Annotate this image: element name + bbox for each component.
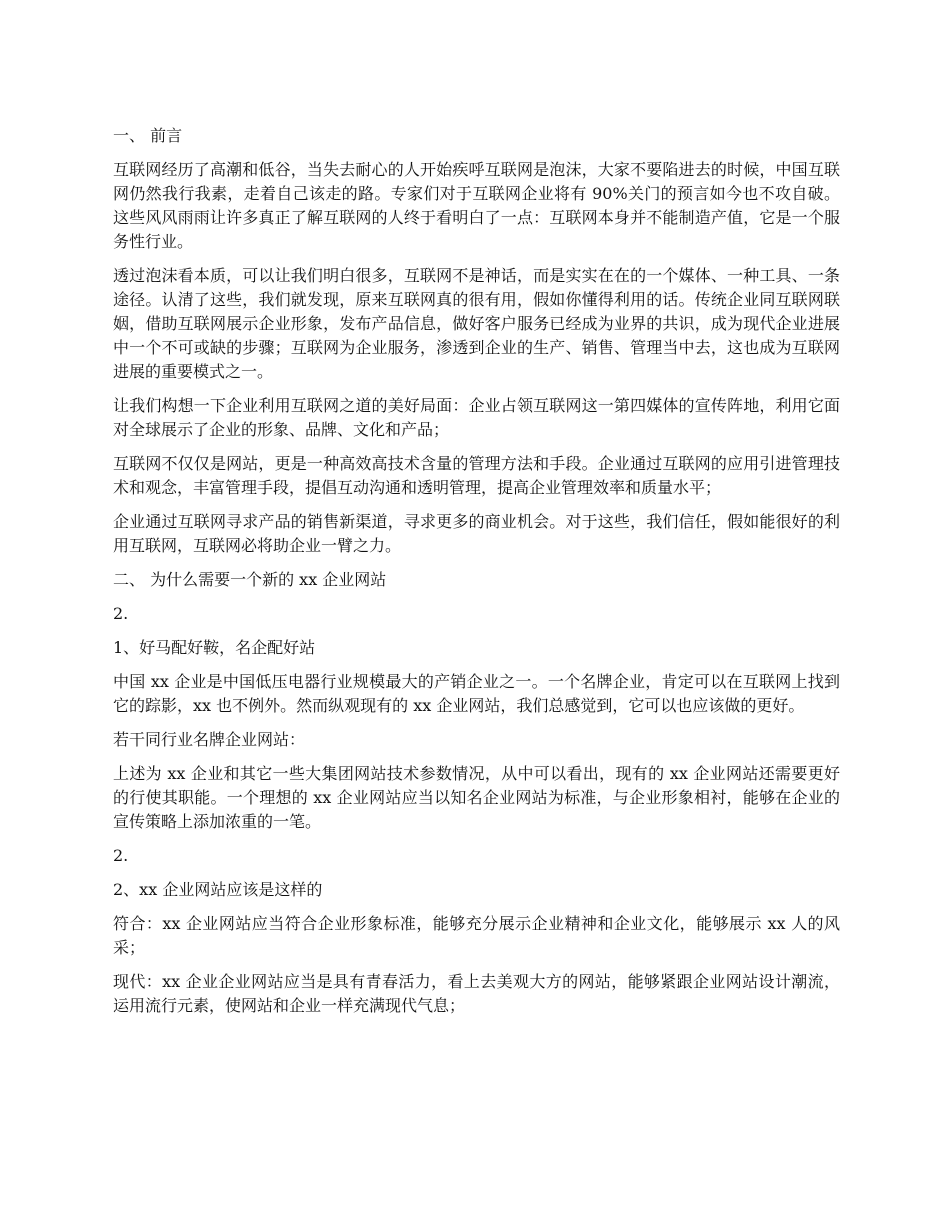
body-paragraph: 透过泡沫看本质，可以让我们明白很多，互联网不是神话，而是实实在在的一个媒体、一种工具、一条途径。认清了这些，我们就发现，原来互联网真的很有用，假如你懂得利用的话。传统企业同互联网联姻，借助互联网展示企业形象，发布产品信息，做好客户服务已经成为业界的共识，成为现代企业进展中一个不可或缺的步骤；互联网为企业服务，渗透到企业的生产、销售、管理当中去，这也成为互联网进展的重要模式之一。: [113, 266, 840, 381]
section-number: 2.: [113, 846, 129, 865]
body-paragraph: 互联网经历了高潮和低谷，当失去耐心的人开始疾呼互联网是泡沫，大家不要陷进去的时候，中国互联网仍然我行我素，走着自己该走的路。专家们对于互联网企业将有 90%关门的预言如今也不攻自破。这些风风雨雨让许多真正了解互联网的人终于看明白了一点：互联网本身并不能制造产值，它是一个服务性行业。: [113, 160, 840, 251]
subsection-heading: 1、好马配好鞍，名企配好站: [113, 638, 316, 657]
section-heading-preface: 一、 前言: [113, 126, 183, 145]
document-page: [113, 124, 840, 1028]
section-number: 2.: [113, 604, 129, 623]
body-paragraph: 企业通过互联网寻求产品的销售新渠道，寻求更多的商业机会。对于这些，我们信任，假如能很好的利用互联网，互联网必将助企业一臂之力。: [113, 512, 840, 555]
body-paragraph: 现代：xx 企业企业网站应当是具有青春活力，看上去美观大方的网站，能够紧跟企业网站设计潮流，运用流行元素，使网站和企业一样充满现代气息；: [113, 972, 840, 1015]
body-paragraph: 中国 xx 企业是中国低压电器行业规模最大的产销企业之一。一个名牌企业，肯定可以在互联网上找到它的踪影，xx 也不例外。然而纵观现有的 xx 企业网站，我们总感觉到，它可以也应该做的更好。: [113, 672, 840, 715]
subsection-heading: 2、xx 企业网站应该是这样的: [113, 880, 323, 899]
body-paragraph: 符合：xx 企业网站应当符合企业形象标准，能够充分展示企业精神和企业文化，能够展示 xx 人的风采；: [113, 914, 840, 957]
section-heading-why-new-site: 二、 为什么需要一个新的 xx 企业网站: [113, 570, 387, 589]
body-paragraph: 上述为 xx 企业和其它一些大集团网站技术参数情况，从中可以看出，现有的 xx 企业网站还需要更好的行使其职能。一个理想的 xx 企业网站应当以知名企业网站为标准，与企业形象相衬，能够在企业的宣传策略上添加浓重的一笔。: [113, 764, 840, 831]
body-paragraph: 让我们构想一下企业利用互联网之道的美好局面：企业占领互联网这一第四媒体的宣传阵地，利用它面对全球展示了企业的形象、品牌、文化和产品；: [113, 396, 840, 439]
body-paragraph: 互联网不仅仅是网站，更是一种高效高技术含量的管理方法和手段。企业通过互联网的应用引进管理技术和观念，丰富管理手段，提倡互动沟通和透明管理，提高企业管理效率和质量水平；: [113, 454, 840, 497]
body-paragraph: 若干同行业名牌企业网站：: [113, 730, 306, 749]
